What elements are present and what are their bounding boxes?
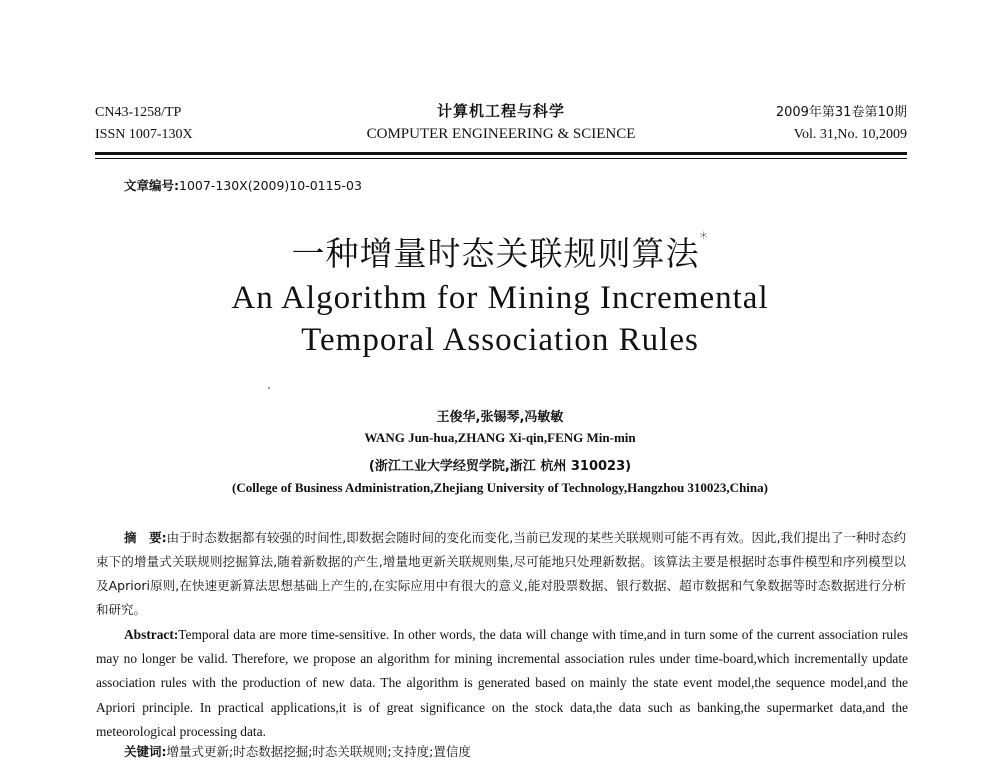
affiliation-en: (College of Business Administration,Zhejiang University of Technology,Hangzhou 310023,China)	[232, 480, 768, 495]
article-number-value: 1007-130X(2009)10-0115-03	[179, 178, 362, 193]
title-footnote-mark: *	[699, 228, 709, 247]
abstract-en-label: Abstract:	[124, 627, 179, 642]
keywords-cn-text: 增量式更新;时态数据挖掘;时态关联规则;支持度;置信度	[166, 744, 471, 759]
abstract-en	[96, 623, 908, 744]
abstract-cn	[96, 526, 906, 622]
keywords-cn	[124, 742, 471, 760]
abstract-cn-text: 由于时态数据都有较强的时间性,即数据会随时间的变化而变化,当前已发现的某些关联规则可能不再有效。因此,我们提出了一种时态约束下的增量式关联规则挖掘算法,随着新数据的产生,增量地更新关联规则集,尽可能地只处理新数据。该算法主要是根据时态事件模型和序列模型以及Apriori原则,在快速更新算法思想基础上产生的,在实际应用中有很大的意义,能对股票数据、银行数据、超市数据和气象数据等时态数据进行分析和研究。	[96, 530, 906, 617]
title-cn	[0, 228, 1000, 275]
issn: ISSN 1007-130X	[95, 127, 193, 142]
keywords-cn-label: 关键词:	[124, 744, 167, 759]
header-rule-thin	[95, 158, 907, 159]
article-number-label: 文章编号:	[124, 178, 179, 193]
title-en-line1: An Algorithm for Mining Incremental	[231, 280, 769, 316]
authors-cn: 王俊华,张锡琴,冯敏敏	[436, 410, 564, 425]
abstract-en-text: Temporal data are more time-sensitive. In other words, the data will change with time,and in turn some of the current association rules may no longer be valid. Therefore, we propose an algorithm for mining incremental association rules under time-board,which incrementally update association rules with the production of new data. The algorithm is generated based on mainly the state event model,the sequence model,and the Apriori principle. In practical applications,it is of great significance on the stock data,the data such as banking,the supermarket data,and the meteorological processing data.	[96, 627, 908, 739]
issue-info-cn: 2009年第31卷第10期	[775, 105, 907, 120]
cn-number: CN43-1258/TP	[95, 105, 182, 120]
journal-title-en: COMPUTER ENGINEERING & SCIENCE	[366, 126, 636, 142]
authors-en: WANG Jun-hua,ZHANG Xi-qin,FENG Min-min	[364, 430, 636, 445]
header-rule-thick	[95, 152, 907, 155]
journal-title-cn: 计算机工程与科学	[436, 102, 565, 120]
affiliation-cn: (浙江工业大学经贸学院,浙江 杭州 310023)	[368, 459, 632, 474]
abstract-cn-label: 摘 要:	[124, 530, 167, 545]
title-en-line2: Temporal Association Rules	[301, 322, 699, 358]
article-number	[124, 176, 362, 194]
issue-info-en: Vol. 31,No. 10,2009	[793, 127, 907, 142]
title-cn-text: 一种增量时态关联规则算法	[291, 234, 700, 273]
scan-speck	[268, 387, 270, 389]
